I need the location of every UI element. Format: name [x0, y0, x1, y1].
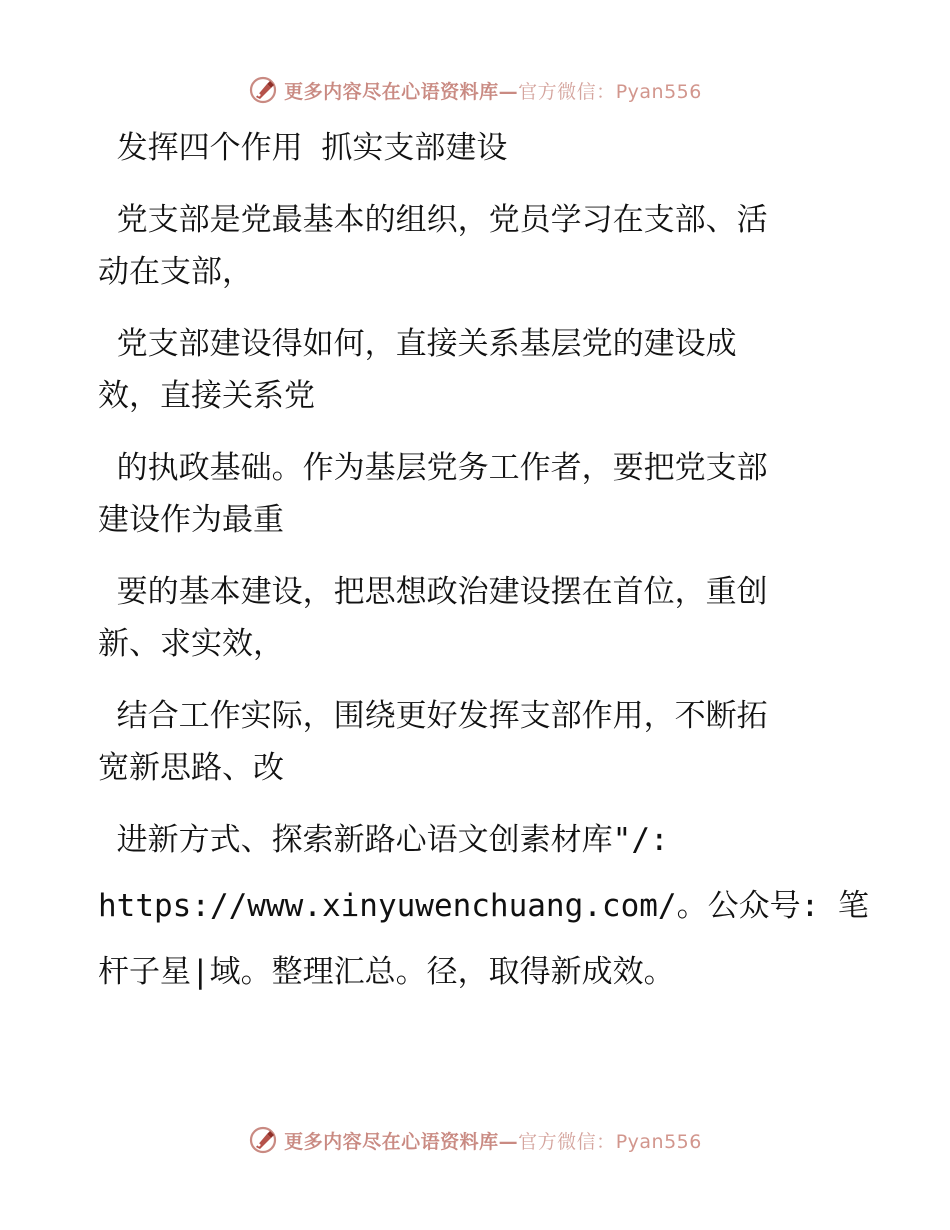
- banner-wechat-id: Pyan556: [615, 1130, 702, 1153]
- paragraph-line: 动在支部，: [98, 254, 253, 290]
- paragraph-line: 党支部是党最基本的组织，党员学习在支部、活: [98, 202, 768, 238]
- banner-wechat-label: 官方微信：: [518, 80, 616, 103]
- banner-library-text: 更多内容尽在心语资料库—: [284, 1130, 519, 1153]
- document-body: [98, 122, 869, 998]
- paragraph-line: 党支部建设得如何，直接关系基层党的建设成: [98, 326, 737, 362]
- paragraph-line: 进新方式、探索新路心语文创素材库"/:: [98, 822, 669, 858]
- banner-library-text: 更多内容尽在心语资料库—: [284, 80, 519, 103]
- banner-text: [284, 1127, 702, 1154]
- header-banner: [0, 70, 950, 110]
- paragraph-line: 的执政基础。作为基层党务工作者，要把党支部: [98, 450, 768, 486]
- banner-wechat-label: 官方微信：: [518, 1130, 616, 1153]
- pen-nib-logo-icon: [248, 75, 278, 105]
- document-title: 发挥四个作用 抓实支部建设: [98, 130, 508, 166]
- banner-text: [284, 77, 702, 104]
- paragraph-line: 建设作为最重: [98, 502, 284, 538]
- paragraph-line: 效，直接关系党: [98, 378, 315, 414]
- paragraph-line: 杆子星|域。整理汇总。径，取得新成效。: [98, 954, 675, 990]
- footer-banner: [0, 1120, 950, 1160]
- paragraph-line: 要的基本建设，把思想政治建设摆在首位，重创: [98, 574, 768, 610]
- paragraph-line: 宽新思路、改: [98, 750, 284, 786]
- paragraph-line: 结合工作实际，围绕更好发挥支部作用，不断拓: [98, 698, 768, 734]
- paragraph-line: 新、求实效，: [98, 626, 284, 662]
- pen-nib-logo-icon: [248, 1125, 278, 1155]
- website-url-line: https://www.xinyuwenchuang.com/。公众号: 笔: [98, 888, 869, 924]
- banner-wechat-id: Pyan556: [615, 80, 702, 103]
